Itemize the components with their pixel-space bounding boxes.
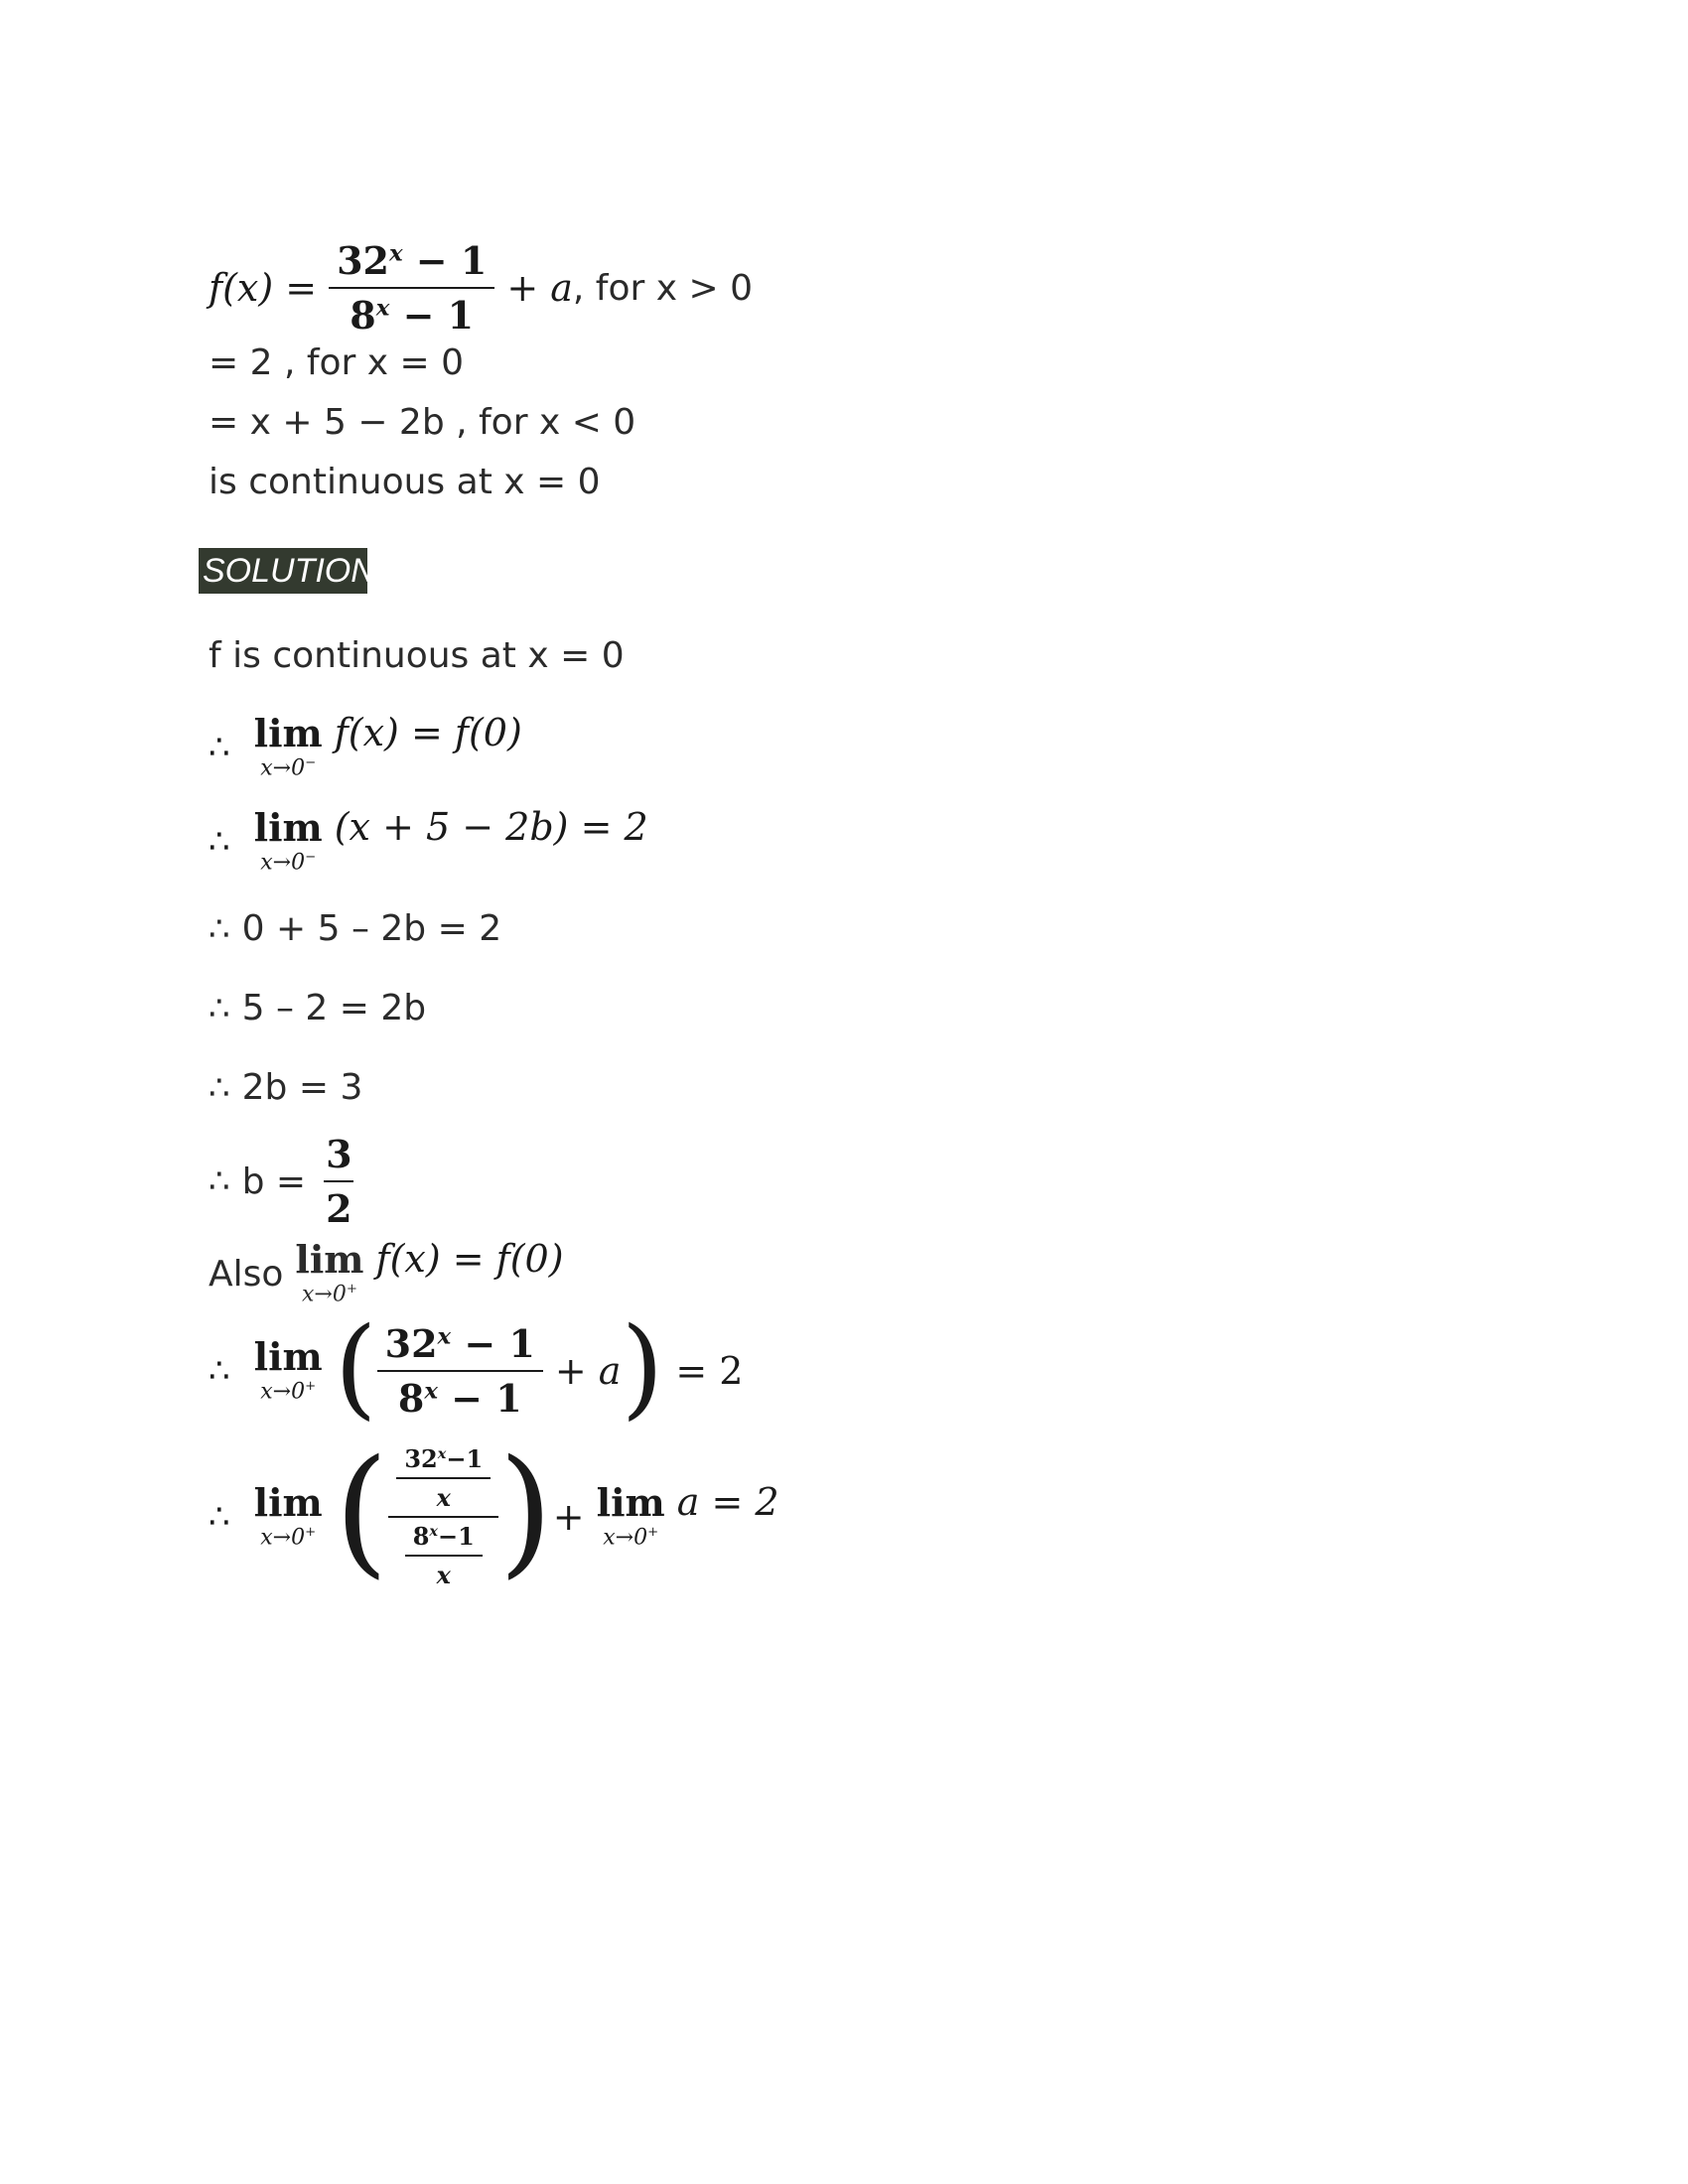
- limit-expression: f(x) = f(0): [334, 711, 522, 755]
- condition-x-gt-0: , for x > 0: [572, 267, 753, 309]
- step-substitute: ∴ 0 + 5 – 2b = 2: [209, 908, 502, 949]
- solution-label: SOLUTION: [199, 548, 367, 594]
- fraction-3-over-2: $\frac{3}{2}$: [326, 1132, 352, 1231]
- problem-line-2: = 2 , for x = 0: [209, 342, 465, 383]
- step-right-limit: Also lim x→0+ f(x) = f(0): [209, 1237, 564, 1307]
- problem-line-3: = x + 5 − 2b , for x < 0: [209, 402, 636, 443]
- fraction-32x-over-8x: $\frac{32^x - 1}{8^x - 1}$: [329, 238, 494, 338]
- limit-operator: lim x→0+: [253, 1333, 323, 1405]
- step-split-limits: ∴ lim x→0+ ( $\frac{\frac{32^x-1}{x}}{\frac{8^x-1}{x}}$ ) + lim x→0+ a = 2: [209, 1431, 779, 1592]
- compound-fraction: $\frac{\frac{32^x-1}{x}}{\frac{8^x-1}{x}}$: [388, 1444, 498, 1589]
- therefore-symbol: ∴: [209, 728, 230, 768]
- step-b-value: ∴ b = $\frac{3}{2}$: [209, 1132, 360, 1231]
- fx-lhs: f(x) =: [209, 266, 318, 310]
- left-paren: (: [334, 1303, 377, 1431]
- left-paren: (: [334, 1431, 389, 1592]
- right-paren: ): [498, 1431, 553, 1592]
- limit-operator: lim x→0−: [253, 711, 323, 781]
- limit-operator: lim x→0+: [295, 1237, 364, 1307]
- limit-operator: lim x→0+: [596, 1479, 665, 1551]
- limit-operator: lim x→0−: [253, 805, 323, 876]
- right-paren: ): [621, 1303, 664, 1431]
- fraction-32x-over-8x: $\frac{32^x - 1}{8^x - 1}$: [377, 1321, 543, 1421]
- step-left-limit: [209, 711, 522, 781]
- limit-expression: f(x) = f(0): [375, 1237, 564, 1282]
- limit-operator: lim x→0+: [253, 1479, 323, 1551]
- problem-line-1: [209, 238, 753, 338]
- plus-a: + a: [506, 266, 573, 310]
- step-right-limit-expr: ∴ lim x→0+ ( $\frac{32^x - 1}{8^x - 1}$ + a ) = 2: [209, 1303, 744, 1431]
- therefore-symbol: ∴: [209, 822, 230, 863]
- step-rearrange: ∴ 5 – 2 = 2b: [209, 988, 427, 1028]
- step-continuous: f is continuous at x = 0: [209, 635, 625, 676]
- step-2b: ∴ 2b = 3: [209, 1067, 363, 1108]
- limit-expression: (x + 5 − 2b) = 2: [334, 805, 648, 850]
- step-left-limit-expr: [209, 805, 648, 876]
- problem-line-4: is continuous at x = 0: [209, 462, 601, 502]
